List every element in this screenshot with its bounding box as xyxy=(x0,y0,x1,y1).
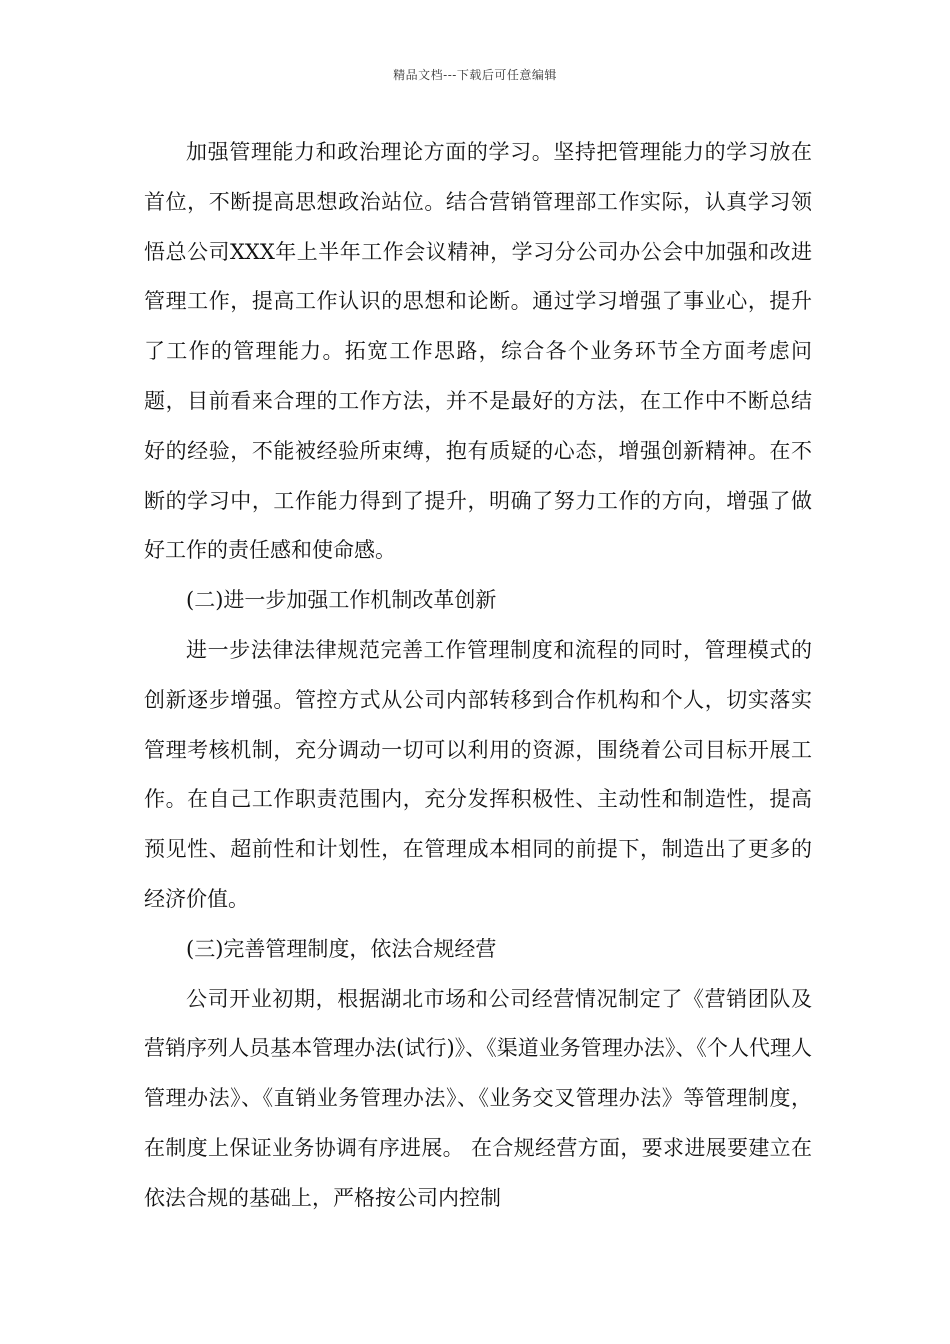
page-header: 精品文档---下载后可任意编辑 xyxy=(393,68,557,82)
paragraph-mechanism: 进一步法律法律规范完善工作管理制度和流程的同时，管理模式的创新逐步增强。管控方式从公司内部转移到合作机构和个人，切实落实管理考核机制，充分调动一切可以利用的资源，围绕着公司目标开展工作。在自己工作职责范围内，充分发挥积极性、主动性和制造性，提高预见性、超前性和计划性，在管理成本相同的前提下，制造出了更多的经济价值。 xyxy=(144,637,812,911)
document-body xyxy=(144,128,812,1224)
section-heading-three: (三)完善管理制度，依法合规经营 xyxy=(186,936,497,961)
section-heading-two: (二)进一步加强工作机制改革创新 xyxy=(186,588,497,613)
paragraph-study: 加强管理能力和政治理论方面的学习。坚持把管理能力的学习放在首位，不断提高思想政治站位。结合营销管理部工作实际，认真学习领悟总公司XXX年上半年工作会议精神，学习分公司办公会中加强和改进管理工作，提高工作认识的思想和论断。通过学习增强了事业心，提升了工作的管理能力。拓宽工作思路，综合各个业务环节全方面考虑问题，目前看来合理的工作方法，并不是最好的方法，在工作中不断总结好的经验，不能被经验所束缚，抱有质疑的心态，增强创新精神。在不断的学习中，工作能力得到了提升，明确了努力工作的方向，增强了做好工作的责任感和使命感。 xyxy=(144,140,812,563)
paragraph-management-system: 公司开业初期，根据湖北市场和公司经营情况制定了《营销团队及营销序列人员基本管理办法(试行)》、《渠道业务管理办法》、《个人代理人管理办法》、《直销业务管理办法》、《业务交叉管理办法》等管理制度，在制度上保证业务协调有序进展。 在合规经营方面，要求进展要建立在依法合规的基础上，严格按公司内控制 xyxy=(144,986,812,1210)
